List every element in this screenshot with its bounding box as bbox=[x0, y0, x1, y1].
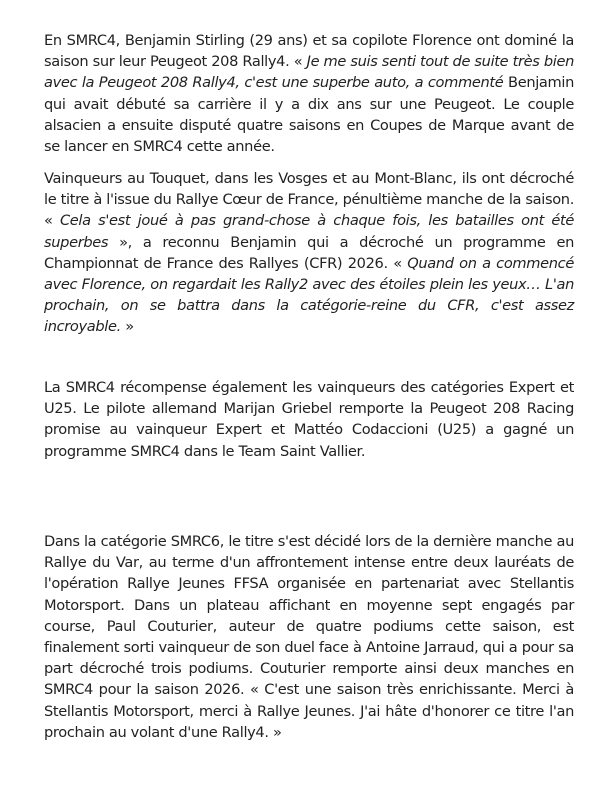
text-segment: Vainqueurs au Touquet, dans les Vosges et au Mont-Blanc, ils ont décroché le titre à l'issue du Rallye Cœur de France, pénultième manche de la saison. « bbox=[44, 170, 574, 230]
text-segment: La SMRC4 récompense également les vainqueurs des catégories Expert et U25. Le pilote allemand Marijan Griebel remporte la Peugeot 208 Racing promise au vainqueur Expert et Mattéo Codaccioni (U25) a gagné un programme SMRC4 dans le Team Saint Vallier. bbox=[44, 379, 574, 460]
quote-segment: Je me suis senti tout de suite très bien avec la Peugeot 208 Rally4, c'est une superbe auto, a commenté bbox=[44, 53, 575, 92]
paragraph-smrc6 bbox=[44, 531, 574, 743]
text-segment: En SMRC4, Benjamin Stirling (29 ans) et sa copilote Florence ont dominé la saison sur leur Peugeot 208 Rally4. « bbox=[44, 32, 574, 71]
quote-segment: Quand on a commencé avec Florence, on regardait les Rally2 avec des étoiles plein les yeux… L'an prochain, on se battra dans la catégorie-reine du CFR, c'est assez incroyable. bbox=[44, 254, 574, 336]
text-segment: Dans la catégorie SMRC6, le titre s'est décidé lors de la dernière manche au Rallye du Var, au terme d'un affrontement intense entre deux lauréats de l'opération Rallye Jeunes FFSA organisée en partenariat avec Stellantis Motorsport. Dans un plateau affichant en moyenne sept engagés par course, Paul Couturier, auteur de quatre podiums cette saison, est finalement sorti vainqueur de son duel face à Antoine Jarraud, qui a pour sa part décroché trois podiums. Couturier remporte ainsi deux manches en SMRC4 pour la saison 2026. « C'est une saison très enrichissante. Merci à Stellantis Motorsport, merci à Rallye Jeunes. J'ai hâte d'honorer ce titre l'an prochain au volant d'une Rally4. » bbox=[44, 533, 574, 741]
paragraph-title-victory bbox=[44, 168, 574, 338]
text-segment: » bbox=[120, 318, 134, 336]
text-segment: », a reconnu Benjamin qui a décroché un programme en Championnat de France des Rallyes (CFR) 2026. « bbox=[44, 233, 574, 272]
text-segment: Benjamin qui avait débuté sa carrière il y a dix ans sur une Peugeot. Le couple alsacien a ensuite disputé quatre saisons en Coupes de Marque avant de se lancer en SMRC4 cette année. bbox=[44, 74, 574, 156]
paragraph-expert-u25 bbox=[44, 377, 574, 462]
paragraph-smrc4-champions bbox=[44, 30, 574, 157]
quote-segment: Cela s'est joué à pas grand-chose à chaque fois, les batailles ont été superbes bbox=[44, 212, 574, 251]
